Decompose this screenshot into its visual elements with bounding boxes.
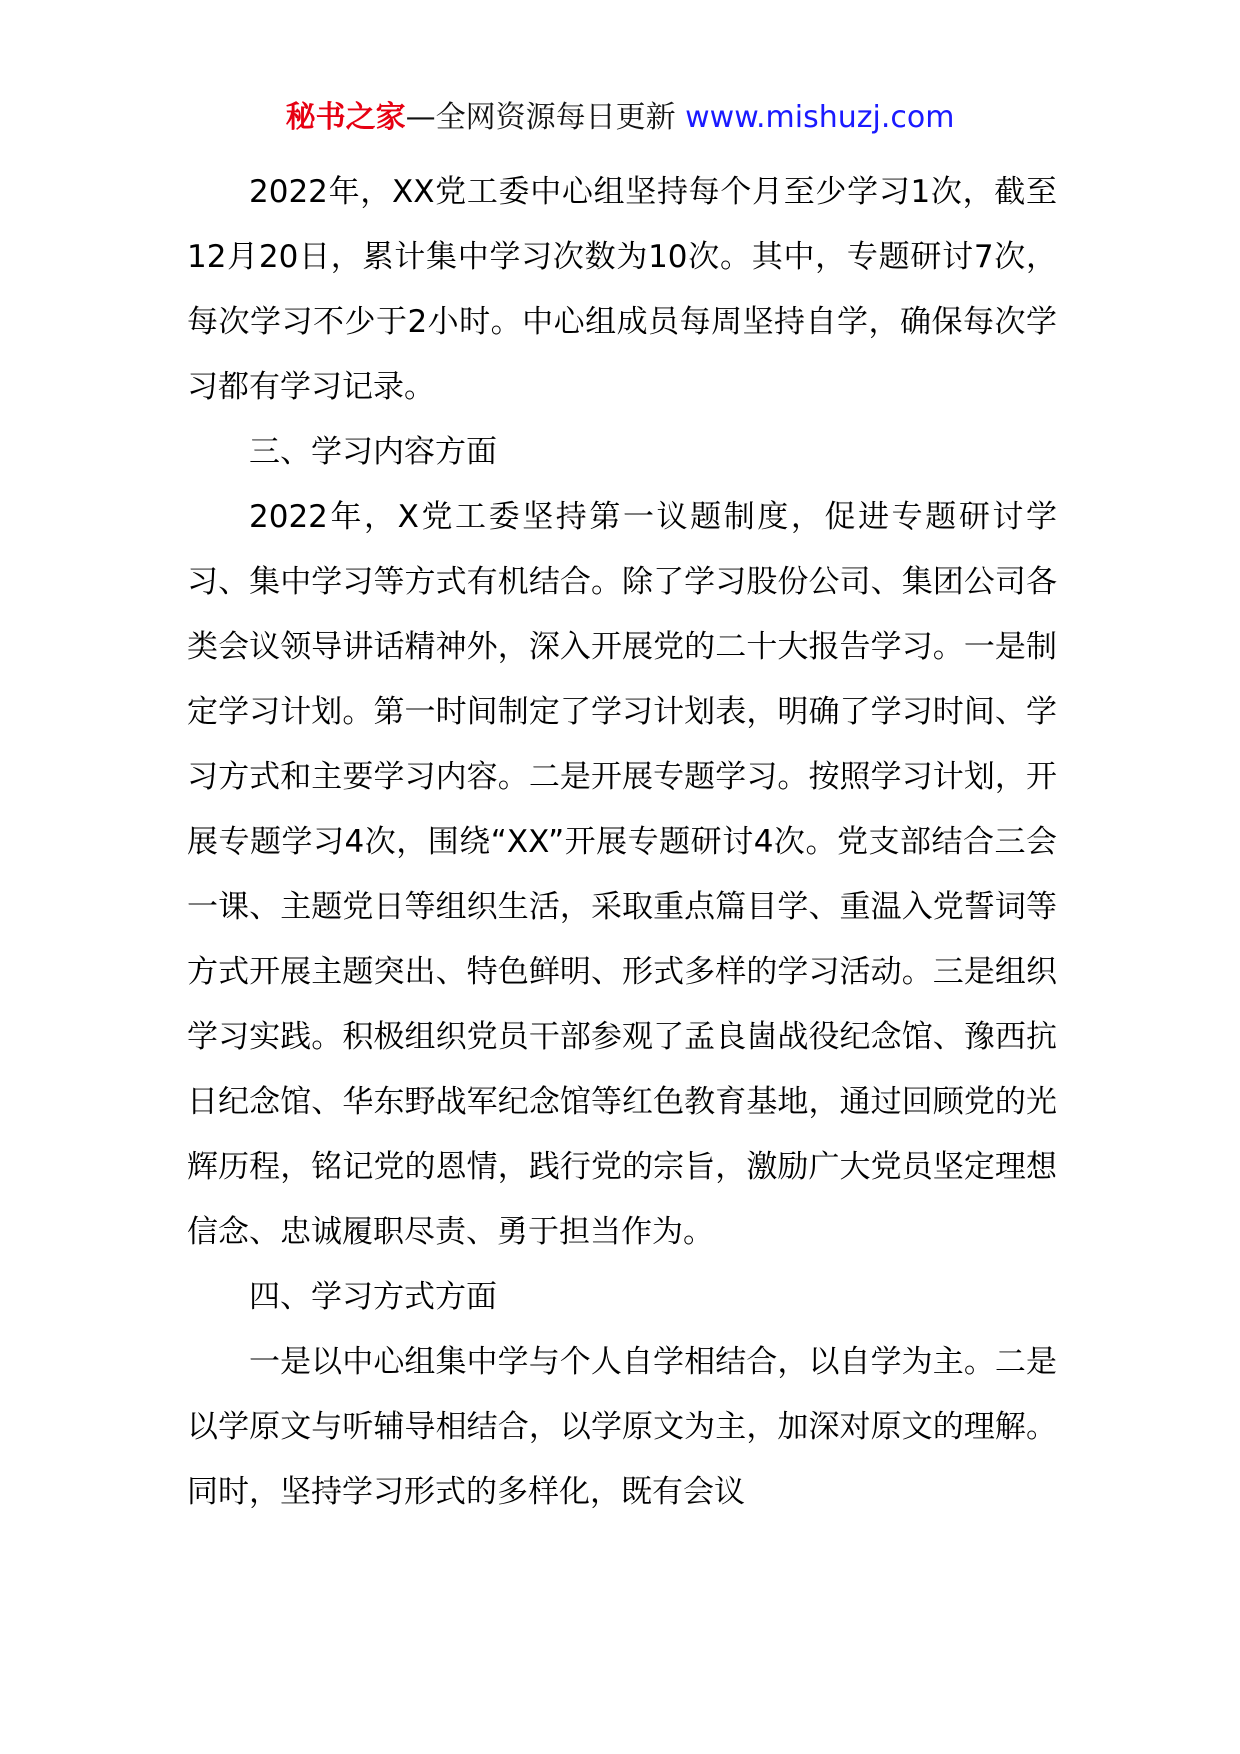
website-link[interactable]: www.mishuzj.com <box>685 100 955 135</box>
brand-name: 秘书之家 <box>285 100 406 135</box>
paragraph-study-frequency: 2022年，XX党工委中心组坚持每个月至少学习1次，截至12月20日，累计集中学习次数为10次。其中，专题研讨7次，每次学习不少于2小时。中心组成员每周坚持自学，确保每次学习都有学习记录。 <box>187 174 1057 405</box>
section-heading-study-method: 四、学习方式方面 <box>249 1279 497 1315</box>
paragraph-study-method: 一是以中心组集中学与个人自学相结合，以自学为主。二是以学原文与听辅导相结合，以学原文为主，加深对原文的理解。同时，坚持学习形式的多样化，既有会议 <box>187 1344 1057 1510</box>
section-heading-study-content: 三、学习内容方面 <box>249 434 497 470</box>
paragraph-study-content: 2022年，X党工委坚持第一议题制度，促进专题研讨学习、集中学习等方式有机结合。除了学习股份公司、集团公司各类会议领导讲话精神外，深入开展党的二十大报告学习。一是制定学习计划。第一时间制定了学习计划表，明确了学习时间、学习方式和主要学习内容。二是开展专题学习。按照学习计划，开展专题学习4次，围绕“XX”开展专题研讨4次。党支部结合三会一课、主题党日等组织生活，采取重点篇目学、重温入党誓词等方式开展主题突出、特色鲜明、形式多样的学习活动。三是组织学习实践。积极组织党员干部参观了孟良崮战役纪念馆、豫西抗日纪念馆、华东野战军纪念馆等红色教育基地，通过回顾党的光辉历程，铭记党的恩情，践行党的宗旨，激励广大党员坚定理想信念、忠诚履职尽责、勇于担当作为。 <box>187 499 1057 1250</box>
document-body <box>187 160 1057 1525</box>
header-tagline: —全网资源每日更新 <box>405 100 686 135</box>
page-header <box>0 98 1240 138</box>
